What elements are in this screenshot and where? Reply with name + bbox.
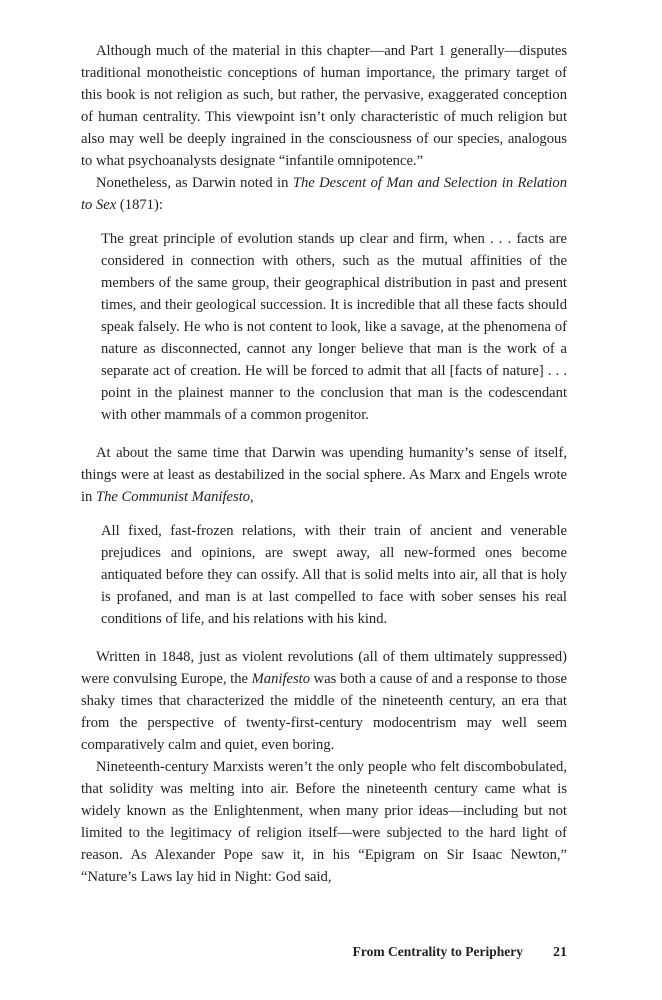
page-number: 21 — [553, 945, 567, 960]
paragraph-text: At about the same time that Darwin was upending humanity’s sense of itself, things were at least as destabilized in the social sphere. As Marx and Engels wrote in — [81, 445, 567, 505]
body-paragraph-2 — [81, 172, 567, 216]
book-title-descent-of-man: The Descent of Man and Selection in Relation to Sex — [81, 175, 567, 213]
body-paragraph-5: Nineteenth-century Marxists weren’t the only people who felt discombobulated, that solidity was melting into air. Before the nineteenth century came what is widely known as the Enlightenment, when many prior ideas—including but not limited to the legitimacy of religion itself—were subjected to the hard light of reason. As Alexander Pope saw it, in his “Epigram on Sir Isaac Newton,” “Nature’s Laws lay hid in Night: God said, — [81, 759, 567, 885]
book-title-communist-manifesto: The Communist Manifesto — [96, 489, 251, 505]
page-footer — [81, 944, 567, 961]
spacer — [81, 216, 567, 228]
book-title-manifesto: Manifesto — [251, 671, 311, 687]
block-quote-darwin: The great principle of evolution stands up clear and firm, when . . . facts are considered in connection with others, such as the mutual affinities of the members of the same group, their geographical distribution in past and present times, and their geological succession. It is incredible that all these facts should speak falsely. He who is not content to look, like a savage, at the phenomena of nature as disconnected, cannot any longer believe that man is the work of a separate act of creation. He will be forced to admit that all [facts of nature] . . . point in the plainest manner to the conclusion that man is the codescendant with other mammals of a common progenitor. — [101, 231, 567, 423]
spacer — [81, 426, 567, 442]
page-body — [81, 40, 567, 888]
body-paragraph-4 — [81, 646, 567, 756]
block-quote-manifesto: All fixed, fast-frozen relations, with their train of ancient and venerable prejudices and opinions, are swept away, all new-formed ones become antiquated before they can ossify. All that is solid melts into air, all that is holy is profaned, and man is at last compelled to face with sober senses his real conditions of life, and his relations with his kind. — [101, 523, 567, 627]
spacer — [81, 508, 567, 520]
paragraph-text: was both a cause of and a response to those shaky times that characterized the middle of the nineteenth century, an era that from the perspective of twenty-first-century modocentrism may well seem comparatively calm and quiet, even boring. — [81, 671, 567, 753]
body-paragraph-3 — [81, 442, 567, 508]
paragraph-text: Written in 1848, just as violent revolutions (all of them ultimately suppressed) were convulsing Europe, the — [81, 649, 567, 687]
running-head: From Centrality to Periphery — [352, 944, 523, 959]
paragraph-text: Nonetheless, as Darwin noted in — [96, 175, 293, 191]
body-paragraph-1: Although much of the material in this chapter—and Part 1 generally—disputes traditional monotheistic conceptions of human importance, the primary target of this book is not religion as such, but rather, the pervasive, exaggerated conception of human centrality. This viewpoint isn’t only characteristic of much religion but also may well be deeply ingrained in the consciousness of our species, analogous to what psychoanalysts designate “infantile omnipotence.” — [81, 43, 567, 169]
paragraph-text: , — [250, 489, 254, 505]
paragraph-text: (1871): — [116, 197, 163, 213]
spacer — [81, 630, 567, 646]
